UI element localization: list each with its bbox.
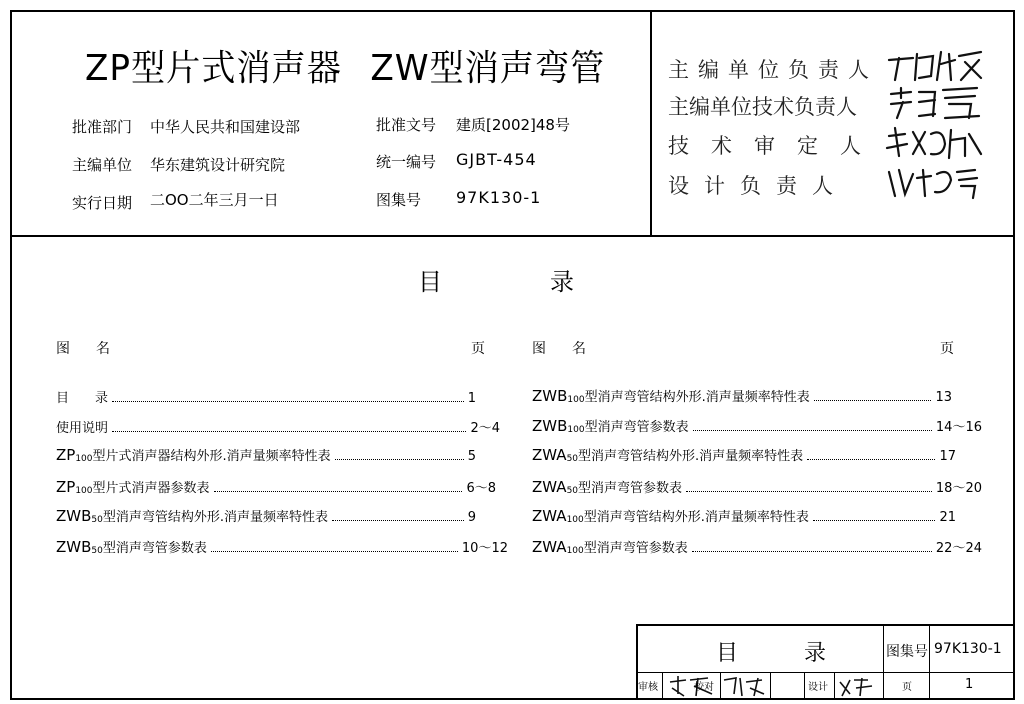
- left-col-page-header: 页: [471, 341, 485, 357]
- toc-item-page: 14～16: [935, 420, 982, 435]
- title-block-name-right: 录: [804, 641, 827, 666]
- leader-dots: [693, 430, 932, 431]
- toc-item-page: 17: [939, 449, 956, 464]
- unified-no-value: GJBT-454: [456, 150, 537, 169]
- toc-row[interactable]: $ZWA_{100}$型消声弯管结构外形.消声量频率特性表 21: [532, 507, 956, 525]
- left-col-name-header: 图名: [56, 341, 136, 357]
- toc-item-page: 10～12: [461, 541, 508, 556]
- sign-label-design-chief: 设计负责人: [668, 174, 848, 198]
- toc-item-page: 22～24: [935, 541, 982, 556]
- title-block-divider: [636, 672, 1015, 673]
- title-part-1: ZP型片式消声器: [85, 48, 342, 89]
- signature-4: [885, 164, 985, 202]
- toc-item-name: 型消声弯管参数表: [583, 541, 688, 556]
- toc-title-left: 目: [418, 268, 442, 296]
- leader-dots: [332, 520, 464, 521]
- toc-row[interactable]: [56, 386, 476, 406]
- toc-row[interactable]: $ZWA_{100}$型消声弯管参数表 22～24: [532, 538, 982, 556]
- toc-item-name: 型消声弯管结构外形.消声量频率特性表: [584, 390, 810, 405]
- right-col-name-header: 图名: [532, 341, 612, 357]
- document-title: [85, 40, 605, 91]
- unified-no-label: 统一编号: [376, 153, 437, 171]
- approval-dept-label: 批准部门: [72, 118, 133, 136]
- leader-dots: [807, 459, 935, 460]
- title-block-design-label: 设计: [808, 682, 828, 693]
- title-part-2: ZW型消声弯管: [370, 48, 606, 89]
- toc-item-name: 型片式消声器结构外形.消声量频率特性表: [92, 449, 331, 464]
- leader-dots: [335, 459, 464, 460]
- leader-dots: [813, 520, 936, 521]
- title-block-check-label: 校对: [694, 682, 714, 693]
- toc-row[interactable]: $ZWB_{50}$型消声弯管结构外形.消声量频率特性表 9: [56, 507, 476, 525]
- title-block-page-value: 1: [965, 677, 974, 692]
- toc-item-page: 5: [467, 449, 476, 464]
- approval-dept-value: 中华人民共和国建设部: [150, 118, 301, 136]
- header-vertical-divider: [650, 10, 652, 237]
- effective-date-value: 二OO二年三月一日: [150, 191, 279, 209]
- leader-dots: [112, 401, 464, 402]
- toc-item-page: 9: [467, 510, 476, 525]
- toc-row[interactable]: $ZWB_{100}$型消声弯管参数表 14～16: [532, 417, 982, 435]
- toc-row[interactable]: $ZWA_{50}$型消声弯管结构外形.消声量频率特性表 17: [532, 446, 956, 464]
- leader-dots: [686, 491, 932, 492]
- title-block-atlas-value: 97K130-1: [934, 641, 1002, 657]
- title-block-page-label: 页: [902, 682, 912, 693]
- toc-row[interactable]: $ZWB_{100}$型消声弯管结构外形.消声量频率特性表 13: [532, 387, 952, 405]
- sign-label-tech-review: 技术审定人: [668, 134, 883, 158]
- toc-item-name: 型消声弯管结构外形.消声量频率特性表: [578, 449, 804, 464]
- toc-item-name: 型消声弯管结构外形.消声量频率特性表: [583, 510, 809, 525]
- toc-row[interactable]: $ZWA_{50}$型消声弯管参数表 18～20: [532, 478, 982, 496]
- leader-dots: [214, 491, 463, 492]
- check-signature: [722, 674, 768, 698]
- leader-dots: [211, 551, 458, 552]
- toc-row[interactable]: $ZWB_{50}$型消声弯管参数表 10～12: [56, 538, 508, 556]
- toc-item-name: 型消声弯管参数表: [102, 541, 207, 556]
- toc-item-name: 使用说明: [56, 421, 109, 436]
- toc-item-name: 型片式消声器参数表: [92, 481, 210, 496]
- toc-item-page: 13: [935, 390, 952, 405]
- toc-item-name: 型消声弯管参数表: [584, 420, 689, 435]
- leader-dots: [112, 431, 466, 432]
- editor-unit-value: 华东建筑设计研究院: [150, 156, 286, 174]
- signature-3: [885, 124, 985, 162]
- atlas-no-label: 图集号: [376, 191, 422, 209]
- design-signature: [838, 674, 878, 698]
- toc-item-page: 2～4: [470, 421, 500, 436]
- signature-1: [885, 46, 985, 84]
- title-block-review-label: 审核: [638, 682, 658, 693]
- toc-row[interactable]: $ZP_{100}$型片式消声器参数表 6～8: [56, 478, 496, 496]
- toc-title-right: 录: [550, 268, 574, 296]
- leader-dots: [692, 551, 932, 552]
- header-divider: [10, 235, 1015, 237]
- toc-item-name: 型消声弯管结构外形.消声量频率特性表: [102, 510, 328, 525]
- sign-label-chief-editor: 主编单位负责人: [668, 58, 878, 82]
- approval-doc-value: 建质[2002]48号: [456, 116, 570, 134]
- leader-dots: [814, 400, 932, 401]
- title-block-name-left: 目: [716, 641, 739, 666]
- toc-row[interactable]: [56, 416, 500, 436]
- right-col-page-header: 页: [940, 341, 954, 357]
- editor-unit-label: 主编单位: [72, 156, 133, 174]
- atlas-no-value: 97K130-1: [456, 188, 542, 207]
- effective-date-label: 实行日期: [72, 194, 133, 212]
- toc-item-page: 1: [467, 391, 476, 406]
- toc-row[interactable]: $ZP_{100}$型片式消声器结构外形.消声量频率特性表 5: [56, 446, 476, 464]
- signature-2: [885, 84, 985, 122]
- title-block-atlas-label: 图集号: [886, 644, 928, 660]
- toc-item-page: 18～20: [935, 481, 982, 496]
- toc-item-name: 型消声弯管参数表: [578, 481, 683, 496]
- toc-item-name: 目 录: [56, 391, 109, 406]
- toc-item-page: 21: [939, 510, 956, 525]
- sign-label-tech-chief: 主编单位技术负责人: [668, 95, 857, 119]
- approval-doc-label: 批准文号: [376, 116, 437, 134]
- toc-item-page: 6～8: [466, 481, 496, 496]
